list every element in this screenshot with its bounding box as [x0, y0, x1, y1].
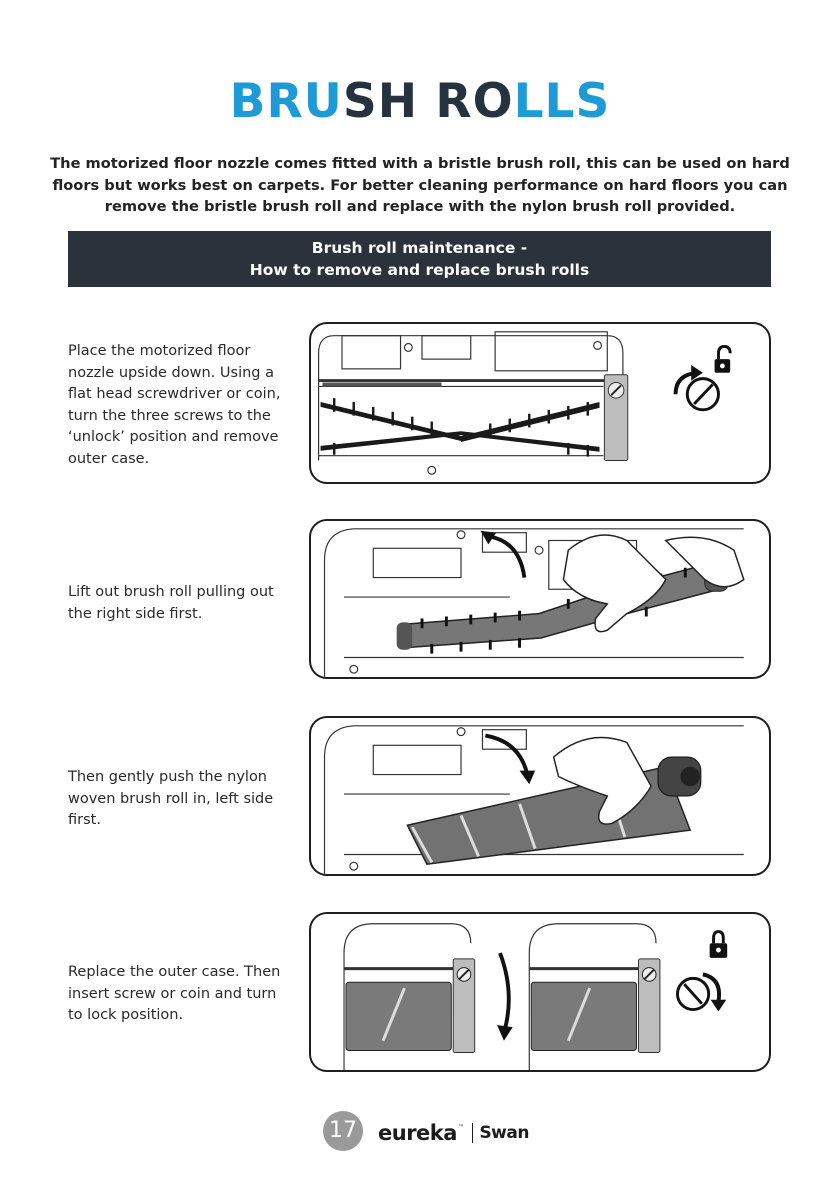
bristle-brush-roll	[397, 560, 729, 650]
step-4-illustration	[309, 912, 771, 1072]
logo-eureka: eureka	[378, 1121, 457, 1145]
logo-swan: Swan	[479, 1123, 529, 1143]
locked-padlock-icon	[710, 932, 728, 958]
screw-slot-icon	[677, 978, 708, 1009]
case-left	[346, 959, 475, 1053]
brand-logo	[378, 1118, 529, 1148]
curved-arrow-icon	[485, 736, 527, 775]
page-number: 17	[323, 1111, 363, 1151]
section-banner	[68, 231, 771, 287]
replace-case-lock-drawing	[311, 914, 769, 1070]
banner-line-1: Brush roll maintenance -	[311, 239, 528, 257]
nylon-brush-roll	[407, 757, 700, 864]
nozzle-unlock-drawing	[311, 324, 769, 482]
intro-paragraph: The motorized floor nozzle comes fitted with a bristle brush roll, this can be used on hard floors but works best on carpets. For better cleaning performance on hard floors you can remove the bristle brush roll and replace with the nylon brush roll provided.	[50, 155, 790, 215]
screw-slot-icon	[687, 379, 718, 410]
unlocked-padlock-icon	[715, 346, 731, 372]
curved-arrow-icon	[500, 953, 509, 1029]
case-right	[531, 959, 660, 1053]
end-cap	[604, 375, 627, 461]
step-1-illustration	[309, 322, 771, 484]
page-title: BRUSH ROLLS	[229, 74, 611, 129]
banner-line-2: How to remove and replace brush rolls	[249, 261, 590, 279]
bristle-rows	[321, 402, 600, 452]
logo-trademark: ™	[457, 1124, 464, 1131]
insert-nylon-brush-drawing	[311, 718, 769, 874]
curved-arrow-icon	[490, 537, 524, 578]
lift-brush-drawing	[311, 521, 769, 677]
logo-divider	[472, 1123, 474, 1143]
bristle-tufts	[334, 398, 588, 457]
step-3-illustration	[309, 716, 771, 876]
step-2-text: Lift out brush roll pulling out the right side first.	[68, 584, 274, 622]
step-1-text: Place the motorized floor nozzle upside down. Using a flat head screwdriver or coin, turn the three screws to the ‘unlock’ position and remove outer case.	[68, 343, 281, 467]
step-4-text: Replace the outer case. Then insert screw or coin and turn to lock position.	[68, 964, 281, 1024]
step-2-illustration	[309, 519, 771, 679]
step-3-text: Then gently push the nylon woven brush roll in, left side first.	[68, 769, 274, 829]
